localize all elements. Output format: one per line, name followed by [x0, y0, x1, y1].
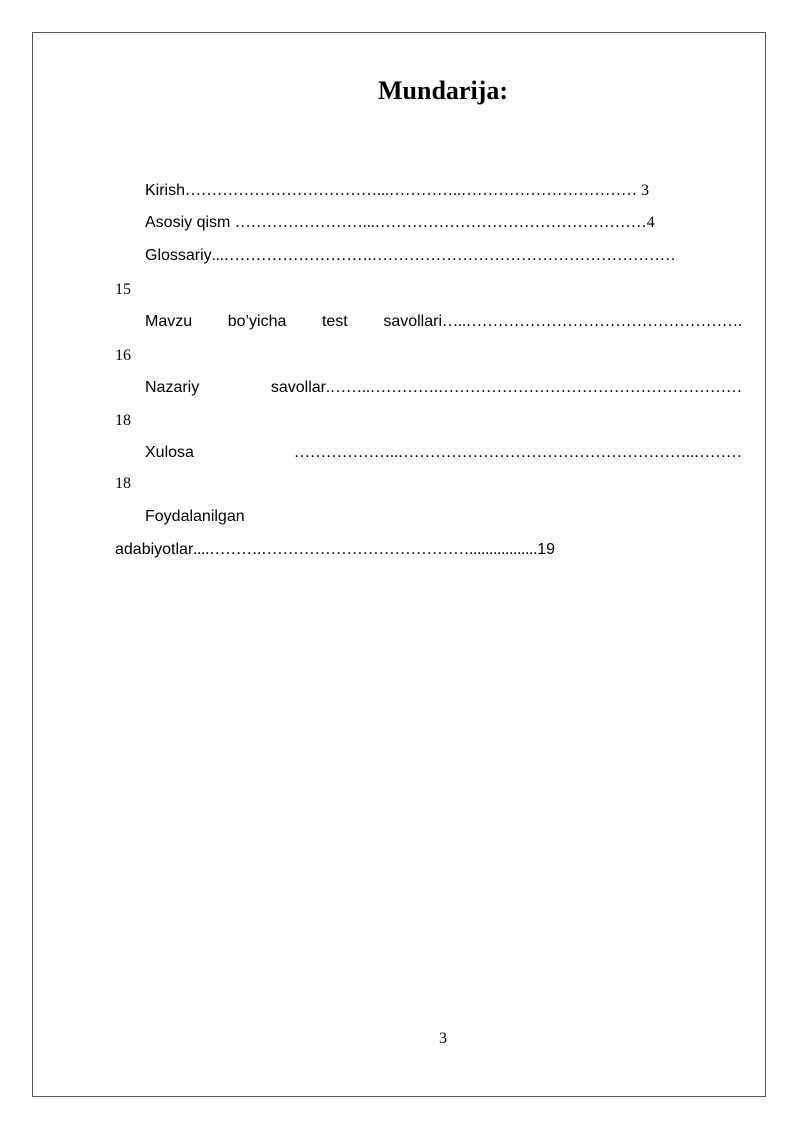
- toc-page-number-nazariy-savollar: 18: [115, 412, 131, 429]
- toc-page-number-xulosa: 18: [115, 475, 131, 492]
- toc-page-number: 3: [637, 182, 650, 199]
- toc-leader: ………………………………...…………..……………………………: [185, 182, 638, 199]
- toc-entry-label: Foydalanilgan: [145, 508, 245, 525]
- toc-entry-test-savollari[interactable]: [145, 312, 742, 332]
- toc-leader: ……………………...……………………………………………: [234, 214, 647, 231]
- toc-entry-nazariy-savollar[interactable]: [145, 378, 742, 398]
- toc-entry-adabiyotlar[interactable]: [145, 507, 245, 527]
- toc-leader: .……..………….…………………………………………………: [326, 379, 742, 396]
- toc-entry-word: test: [321, 313, 348, 330]
- toc-leader: ...……………………….…………………………………………………: [211, 247, 676, 264]
- toc-entry-label: Kirish: [145, 182, 186, 199]
- toc-leader: …..…………………………………………….: [442, 313, 742, 330]
- toc-entry-word: savollar: [270, 379, 326, 396]
- toc-page-number-test-savollari: 16: [115, 347, 131, 364]
- toc-entry-xulosa[interactable]: [145, 443, 742, 463]
- toc-entry-label: Asosiy qism: [145, 214, 235, 231]
- page-footer-number: 3: [439, 1030, 447, 1047]
- toc-entry-word: Nazariy: [145, 379, 200, 396]
- toc-entry-adabiyotlar-line2[interactable]: [115, 540, 555, 560]
- toc-entry-word: Xulosa: [145, 444, 194, 461]
- toc-page-number-glossariy: 15: [115, 281, 131, 298]
- toc-leader: ………………..………………………………………………..………: [294, 444, 742, 461]
- toc-entry-label: adabiyotlar: [115, 541, 194, 558]
- toc-leader: ....……….………………………………….................: [193, 541, 538, 558]
- toc-page-number: 4: [646, 214, 655, 231]
- toc-entry-word: savollari: [383, 313, 442, 330]
- toc-entry-asosiy-qism[interactable]: [145, 213, 655, 233]
- page-title: Mundarija:: [378, 76, 508, 105]
- toc-entry-label: Glossariy: [145, 247, 212, 264]
- toc-entry-word: bo’yicha: [227, 313, 287, 330]
- toc-page-number: 19: [537, 541, 556, 558]
- toc-entry-kirish[interactable]: [145, 181, 649, 201]
- toc-entry-glossariy[interactable]: [145, 246, 676, 266]
- toc-entry-word: Mavzu: [145, 313, 193, 330]
